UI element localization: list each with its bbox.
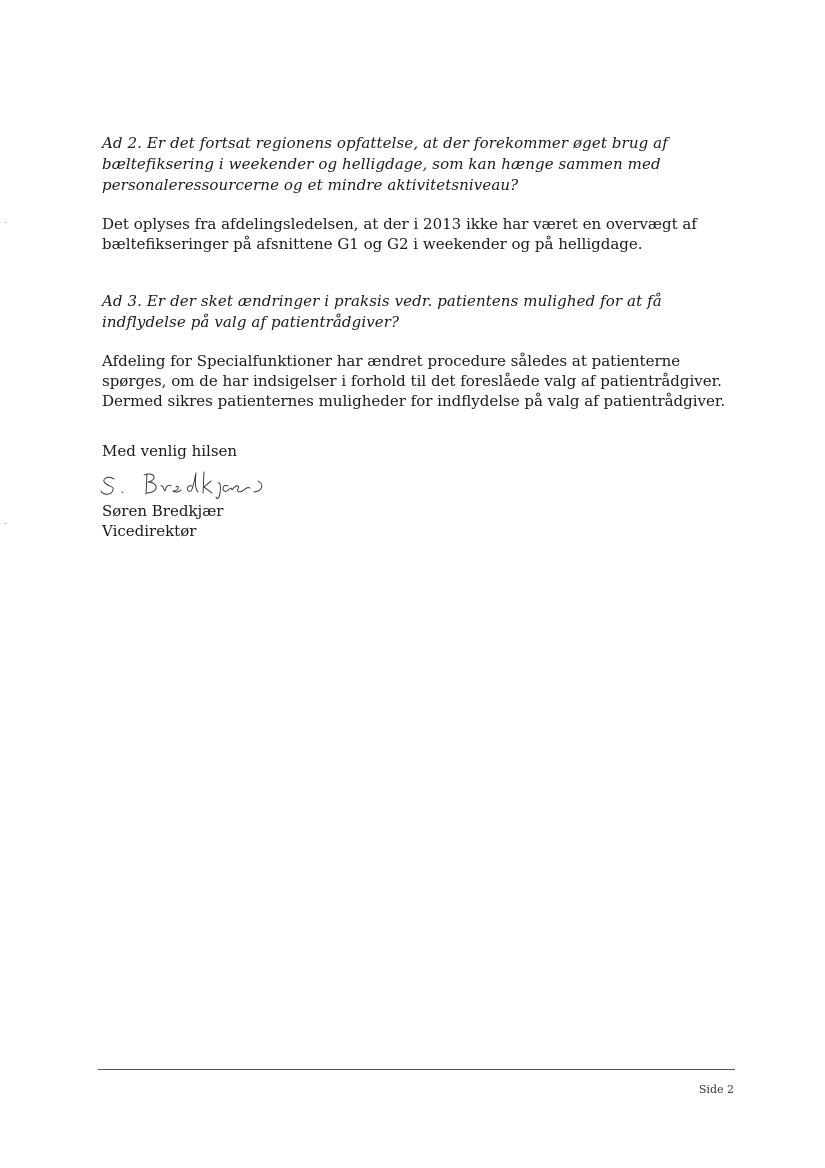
footer-divider <box>98 1069 735 1070</box>
signer-title: Vicedirektør <box>102 522 197 540</box>
question-ad3: Ad 3. Er der sket ændringer i praksis vedr. patientens mulighed for at få indflydelse på valg af patientrådgiver? <box>102 292 662 331</box>
margin-mark <box>4 222 7 223</box>
question-ad2: Ad 2. Er det fortsat regionens opfattelse, at der forekommer øget brug af bæltefiksering i weekender og helligdage, som kan hænge sammen med personaleressourcerne og et mindre aktivitetsniveau? <box>102 134 668 194</box>
page-number: Side 2 <box>698 1083 734 1096</box>
signer-name: Søren Bredkjær <box>102 502 224 520</box>
answer-ad2: Det oplyses fra afdelingsledelsen, at der i 2013 ikke har været en overvægt af bæltefikseringer på afsnittene G1 og G2 i weekender og på helligdage. <box>102 215 697 253</box>
margin-mark <box>4 523 7 524</box>
letter-body <box>102 133 734 541</box>
closing-salutation: Med venlig hilsen <box>102 442 238 460</box>
answer-ad3: Afdeling for Specialfunktioner har ændret procedure således at patienterne spørges, om de har indsigelser i forhold til det foreslåede valg af patientrådgiver. Dermed sikres patienternes muligheder for indflydelse på valg af patientrådgiver. <box>102 352 726 410</box>
handwritten-signature <box>100 469 300 499</box>
